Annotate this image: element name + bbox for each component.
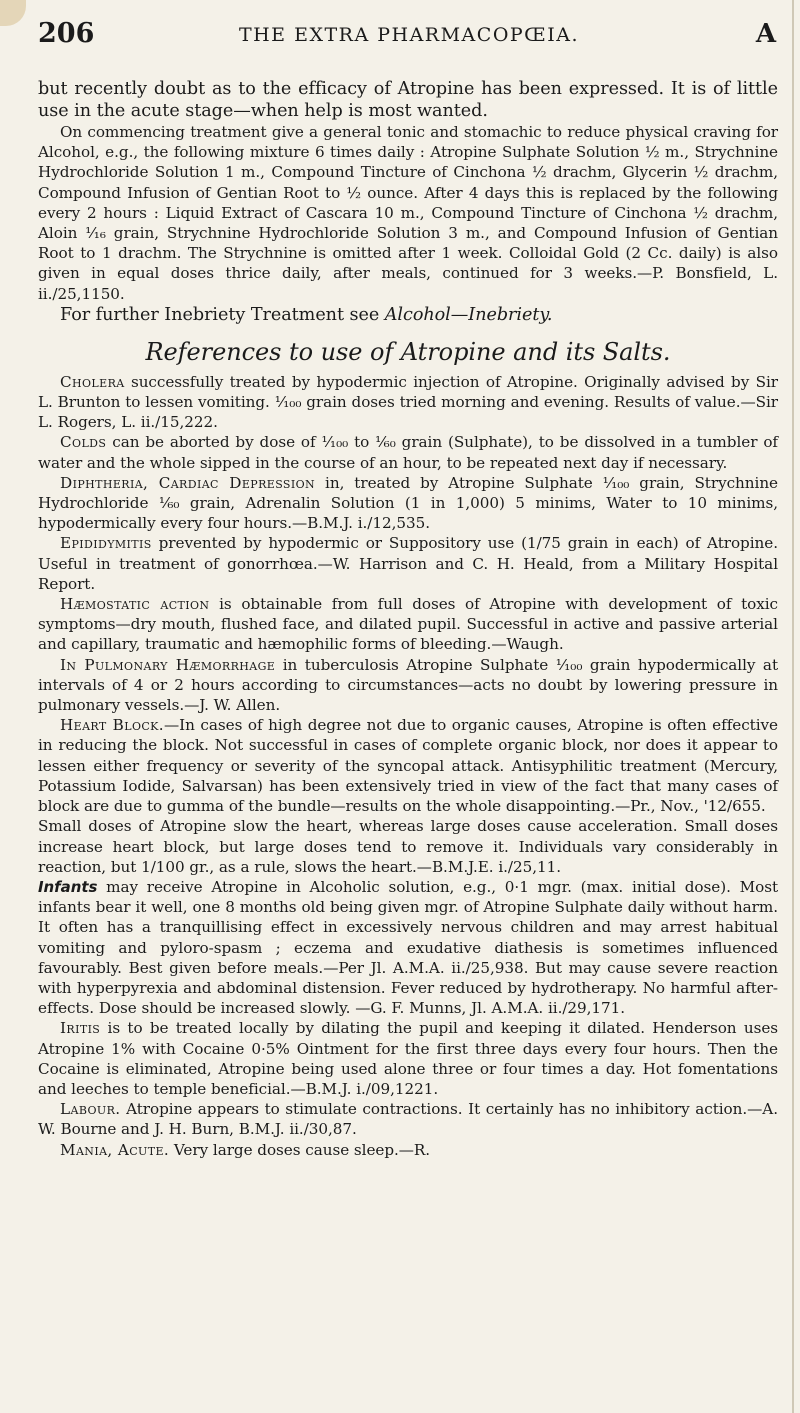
reference-entry [38,1140,778,1160]
reference-term: Heart Block. [60,716,165,735]
reference-entry [38,533,778,594]
reference-text: prevented by hypodermic or Suppository use (1/75 grain in each) of Atropine. Useful in treatment of gonorrhœa.—W. Harrison and C. H. Heald, from a Military Hospital Report. [38,534,778,593]
reference-term: In Pulmonary Hæmorrhage [60,655,276,674]
reference-entry [38,655,778,716]
reference-entry [38,816,778,877]
page-number: 206 [38,18,95,49]
reference-entry [38,372,778,433]
reference-entry [38,877,778,1018]
reference-term: Hæmostatic action [60,595,210,614]
reference-term: Mania, Acute. [60,1140,170,1159]
reference-term: Cholera [60,372,125,391]
running-header [38,18,780,58]
reference-text: Atropine appears to stimulate contractions. It certainly has no inhibitory action.—A. W. Bourne and J. H. Burn, B.M.J. ii./30,87. [38,1100,778,1139]
reference-text: can be aborted by dose of ¹⁄₁₀₀ to ¹⁄₆₀ grain (Sulphate), to be dissolved in a tumbler of water and the whole sipped in the course of an hour, to be repeated next day if necessary. [38,433,778,472]
page-corner-stain [0,0,26,26]
reference-text: is to be treated locally by dilating the pupil and keeping it dilated. Henderson uses Atropine 1% with Cocaine 0·5% Ointment for the first three days every four hours. Then the Cocaine is eliminated, Atropine being used alone three or four times a day. Hot fomentations and leeches to temple beneficial.—B.M.J. i./09,1221. [38,1019,778,1098]
intro-paragraph-2: On commencing treatment give a general tonic and stomachic to reduce physical craving for Alcohol, e.g., the following mixture 6 times daily : Atropine Sulphate Solution ½ m., Strychnine Hydrochloride Solution 1 m., Compound Tincture of Cinchona ½ drachm, Glycerin ½ drachm, Compound Infusion of Gentian Root to ½ ounce. After 4 days this is replaced by the following every 2 hours : Liquid Extract of Cascara 10 m., Compound Tincture of Cinchona ½ drachm, Aloin ¹⁄₁₆ grain, Strychnine Hydrochloride Solution 3 m., and Compound Infusion of Gentian Root to 1 drachm. The Strychnine is omitted after 1 week. Colloidal Gold (2 Cc. daily) is also given in equal doses thrice daily, after meals, continued for 3 weeks.—P. Bonsfield, L. ii./25,1150. [38,123,778,303]
reference-term: Epididymitis [60,534,152,553]
reference-term: Colds [60,433,107,452]
reference-text: Small doses of Atropine slow the heart, whereas large doses cause acceleration. Small doses increase heart block, but large doses tend to remove it. Individuals vary considerably in reaction, but 1/100 gr., as a rule, slows the heart.—B.M.J.E. i./25,11. [38,817,778,876]
inebriety-cross-reference [38,304,778,326]
reference-entry [38,594,778,655]
reference-term: Infants [38,877,98,896]
reference-text: —In cases of high degree not due to organic causes, Atropine is often effective in reducing the block. Not successful in cases of complete organic block, nor does it appear to lessen either frequency or severity of the syncopal attack. Antisyphilitic treatment (Mercury, Potassium Iodide, Salvarsan) has been extensively tried in view of the fact that many cases of block are due to gumma of the bundle—results on the whole disappointing.—Pr., Nov., '12/655. [38,716,778,816]
page-body [38,78,778,1160]
reference-text: may receive Atropine in Alcoholic solution, e.g., 0·1 mgr. (max. initial dose). Most infants bear it well, one 8 months old being given mgr. of Atropine Sulphate daily without harm. It often has a tranquillising effect in excessively nervous children and may arrest habitual vomiting and pyloro-spasm ; eczema and exudative diathesis is sometimes influenced favourably. Best given before meals.—Per Jl. A.M.A. ii./25,938. But may cause severe reaction with hyperpyrexia and abdominal distension. Fever reduced by hydrotherapy. No harmful after-effects. Dose should be increased slowly. —G. F. Munns, Jl. A.M.A. ii./29,171. [38,877,778,1018]
reference-text: successfully treated by hypodermic injection of Atropine. Originally advised by Sir L. Brunton to lessen vomiting. ¹⁄₁₀₀ grain doses tried morning and evening. Results of value.—Sir L. Rogers, L. ii./15,222. [38,372,778,432]
reference-entry [38,1018,778,1099]
section-letter: A [755,19,776,49]
cross-reference-text: For further Inebriety Treatment see [60,304,385,325]
reference-term: Iritis [60,1019,101,1038]
cross-reference-link: Alcohol—Inebriety. [384,304,553,325]
reference-entry [38,1099,778,1139]
reference-entry [38,432,778,472]
reference-term: Labour. [60,1100,121,1119]
reference-term: Diphtheria, Cardiac Depression [60,473,316,492]
running-title: THE EXTRA PHARMACOPŒIA. [238,24,580,46]
reference-entry [38,473,778,534]
reference-text: Very large doses cause sleep.—R. [169,1140,431,1159]
reference-text: is obtainable from full doses of Atropine with development of toxic symptoms—dry mouth, flushed face, and dilated pupil. Successful in active and passive arterial and capillary, traumatic and hæmophilic forms of bleeding.—Waugh. [38,595,779,654]
reference-text: in tuberculosis Atropine Sulphate ¹⁄₁₀₀ grain hypodermically at intervals of 4 or 2 hours according to circumstances—acts no doubt by lowering pressure in pulmonary vessels.—J. W. Allen. [38,655,778,715]
reference-entry [38,715,778,816]
references-heading: References to use of Atropine and its Salts. [145,337,671,366]
intro-paragraph-1: but recently doubt as to the efficacy of Atropine has been expressed. It is of little use in the acute stage—when help is most wanted. [38,79,778,121]
reference-text: in, treated by Atropine Sulphate ¹⁄₁₀₀ grain, Strychnine Hydrochloride ¹⁄₆₀ grain, Adrenalin Solution (1 in 1,000) 5 minims, Water to 10 minims, hypodermically every four hours.—B.M.J. i./12,535. [38,473,778,533]
page-edge [792,0,794,1413]
